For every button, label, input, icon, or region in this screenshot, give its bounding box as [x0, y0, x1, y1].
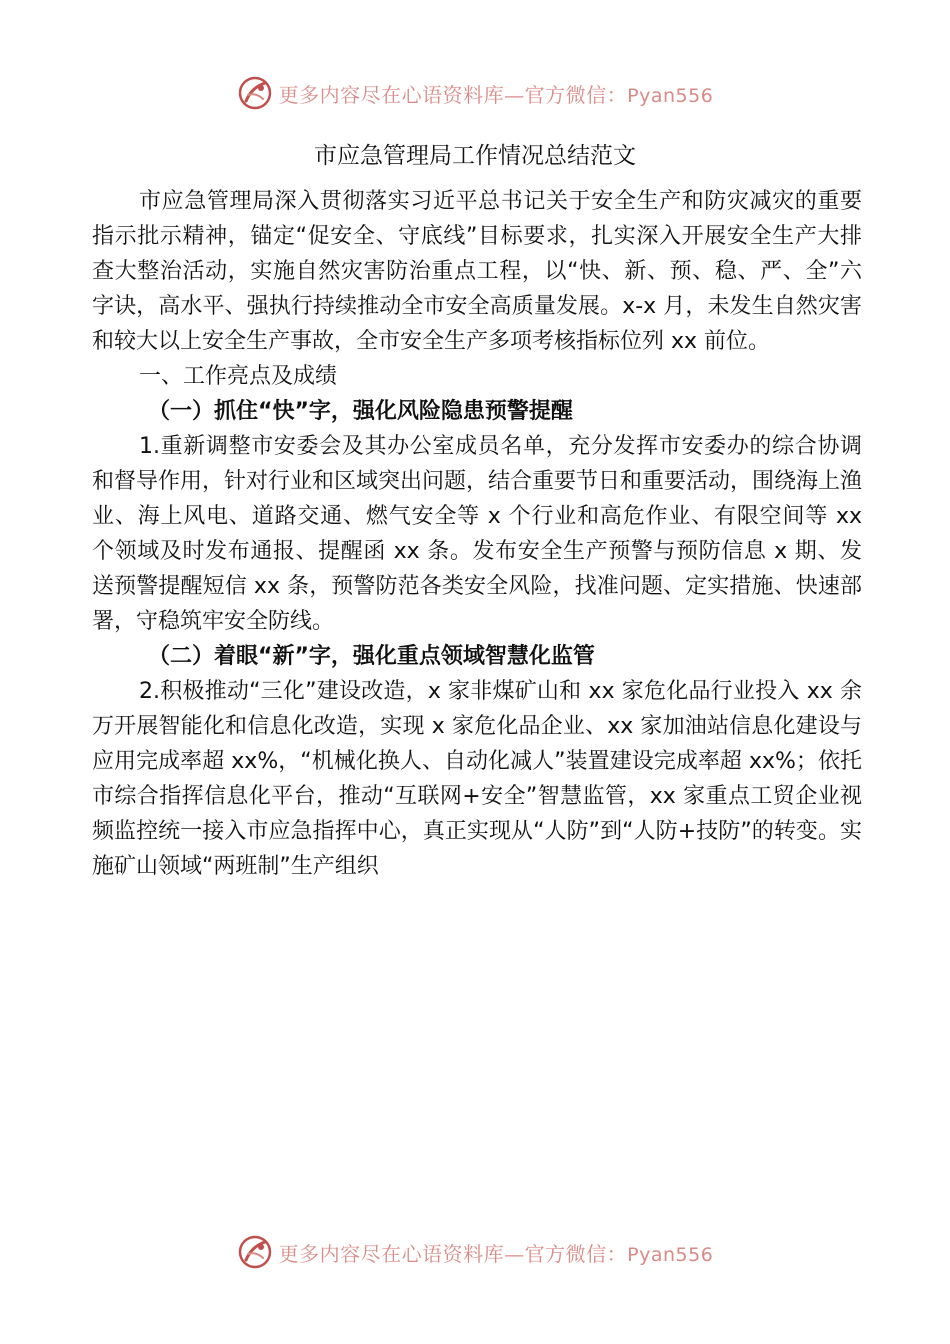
- watermark-text: 更多内容尽在心语资料库—官方微信：Pyan556: [278, 82, 714, 107]
- subsection-heading-2: （二）着眼“新”字，强化重点领域智慧化监管: [148, 644, 595, 669]
- body-paragraph-1: 1.重新调整市安委会及其办公室成员名单，充分发挥市安委办的综合协调和督导作用，针对行业和区域突出问题，结合重要节日和重要活动，围绕海上渔业、海上风电、道路交通、燃气安全等 x 个行业和高危作业、有限空间等 xx 个领域及时发布通报、提醒函 xx 条。发布安全生产预警与预防信息 x 期、发送预警提醒短信 xx 条，预警防范各类安全风险，找准问题、定实措施、快速部署，守稳筑牢安全防线。: [92, 434, 863, 634]
- header-watermark: [0, 73, 950, 113]
- section-heading: 一、工作亮点及成绩: [139, 364, 338, 389]
- library-logo-icon: [237, 75, 273, 111]
- document-body: [92, 184, 862, 884]
- body-paragraph-2: 2.积极推动“三化”建设改造，x 家非煤矿山和 xx 家危化品行业投入 xx 余万开展智能化和信息化改造，实现 x 家危化品企业、xx 家加油站信息化建设与应用完成率超 xx%，“机械化换人、自动化减人”装置建设完成率超 xx%；依托市综合指挥信息化平台，推动“互联网+安全”智慧监管，xx 家重点工贸企业视频监控统一接入市应急指挥中心，真正实现从“人防”到“人防+技防”的转变。实施矿山领域“两班制”生产组织: [92, 679, 862, 879]
- library-logo-icon: [237, 1234, 273, 1270]
- watermark-text: 更多内容尽在心语资料库—官方微信：Pyan556: [278, 1241, 714, 1266]
- footer-watermark: [0, 1232, 950, 1272]
- subsection-heading-1: （一）抓住“快”字，强化风险隐患预警提醒: [148, 399, 573, 424]
- document-title: 市应急管理局工作情况总结范文: [314, 143, 636, 169]
- watermark-wechat-id: Pyan556: [627, 84, 714, 107]
- watermark-wechat-id: Pyan556: [627, 1243, 714, 1266]
- intro-paragraph: 市应急管理局深入贯彻落实习近平总书记关于安全生产和防灾减灾的重要指示批示精神，锚定“促安全、守底线”目标要求，扎实深入开展安全生产大排查大整治活动，实施自然灾害防治重点工程，以“快、新、预、稳、严、全”六字诀，高水平、强执行持续推动全市安全高质量发展。x-x 月，未发生自然灾害和较大以上安全生产事故，全市安全生产多项考核指标位列 xx 前位。: [92, 189, 862, 354]
